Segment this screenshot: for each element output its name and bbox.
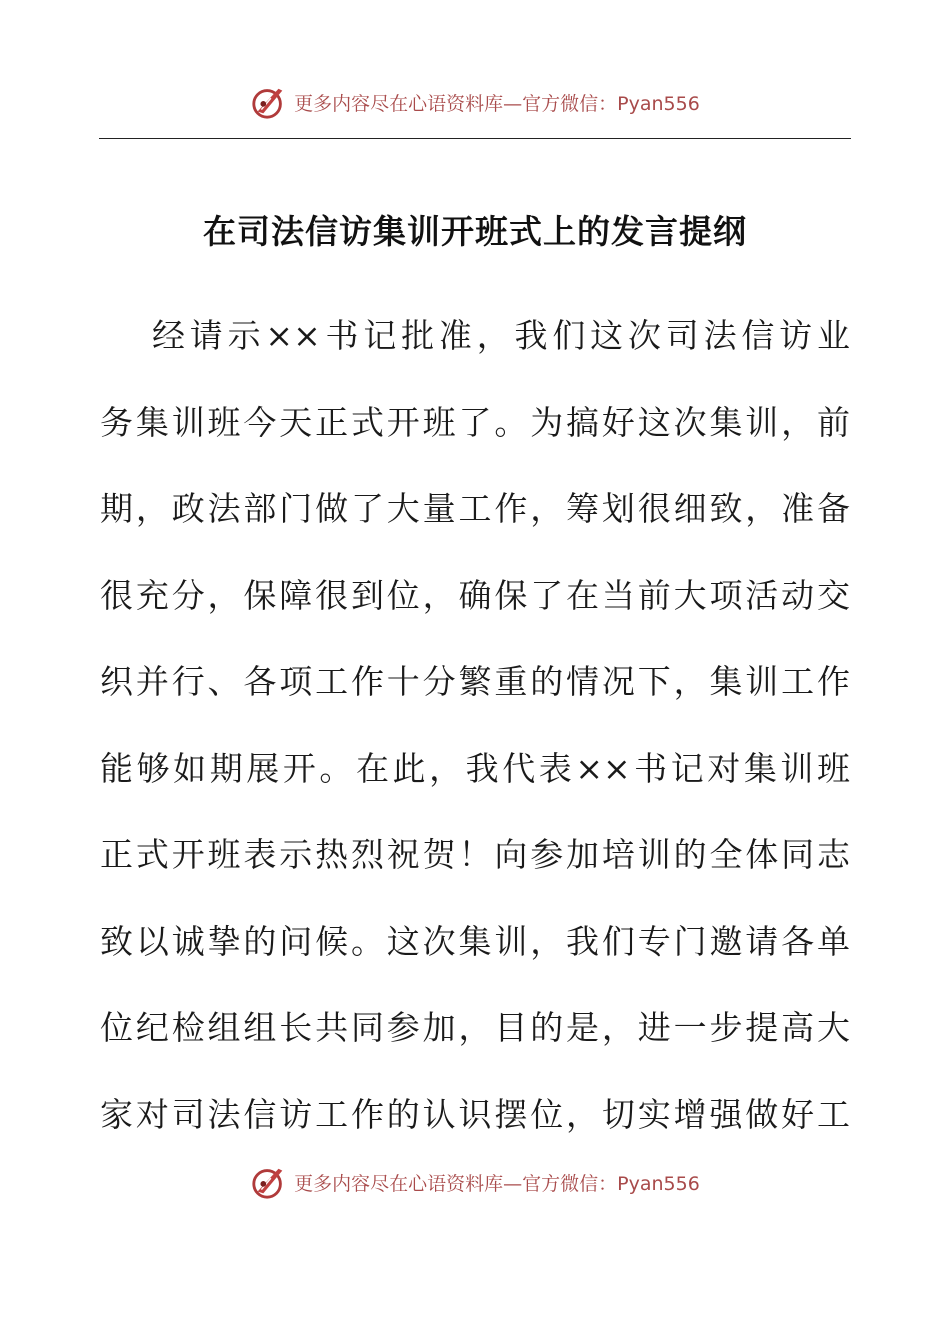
- banner-contact: Pyan556: [617, 1172, 700, 1195]
- header-divider: [99, 138, 851, 139]
- banner-label: 更多内容尽在心语资料库—官方微信：: [294, 92, 618, 115]
- body-line: 经请示××书记批准，我们这次司法信访业: [152, 316, 850, 355]
- body-line: 很充分，保障很到位，确保了在当前大项活动交: [100, 575, 850, 615]
- banner-text: [294, 1169, 700, 1196]
- banner-text: [294, 89, 700, 116]
- body-line: 家对司法信访工作的认识摆位，切实增强做好工: [100, 1094, 850, 1134]
- body-line: 织并行、各项工作十分繁重的情况下，集训工作: [100, 662, 850, 701]
- header-banner: [0, 80, 950, 124]
- document-title: 在司法信访集训开班式上的发言提纲: [203, 212, 747, 251]
- body-line: 位纪检组组长共同参加，目的是，进一步提高大: [100, 1008, 850, 1047]
- body-line: 正式开班表示热烈祝贺！向参加培训的全体同志: [100, 835, 850, 874]
- banner-label: 更多内容尽在心语资料库—官方微信：: [294, 1172, 618, 1195]
- quill-logo-icon: [250, 83, 288, 121]
- body-line: 务集训班今天正式开班了。为搞好这次集训，前: [100, 402, 850, 442]
- footer-banner: [0, 1160, 950, 1204]
- body-line: 能够如期展开。在此，我代表××书记对集训班: [100, 748, 850, 788]
- body-line: 致以诚挚的问候。这次集训，我们专门邀请各单: [100, 921, 850, 961]
- banner-contact: Pyan556: [617, 92, 700, 115]
- quill-logo-icon: [250, 1163, 288, 1201]
- body-line: 期，政法部门做了大量工作，筹划很细致，准备: [100, 489, 850, 528]
- document-body: [100, 314, 850, 1179]
